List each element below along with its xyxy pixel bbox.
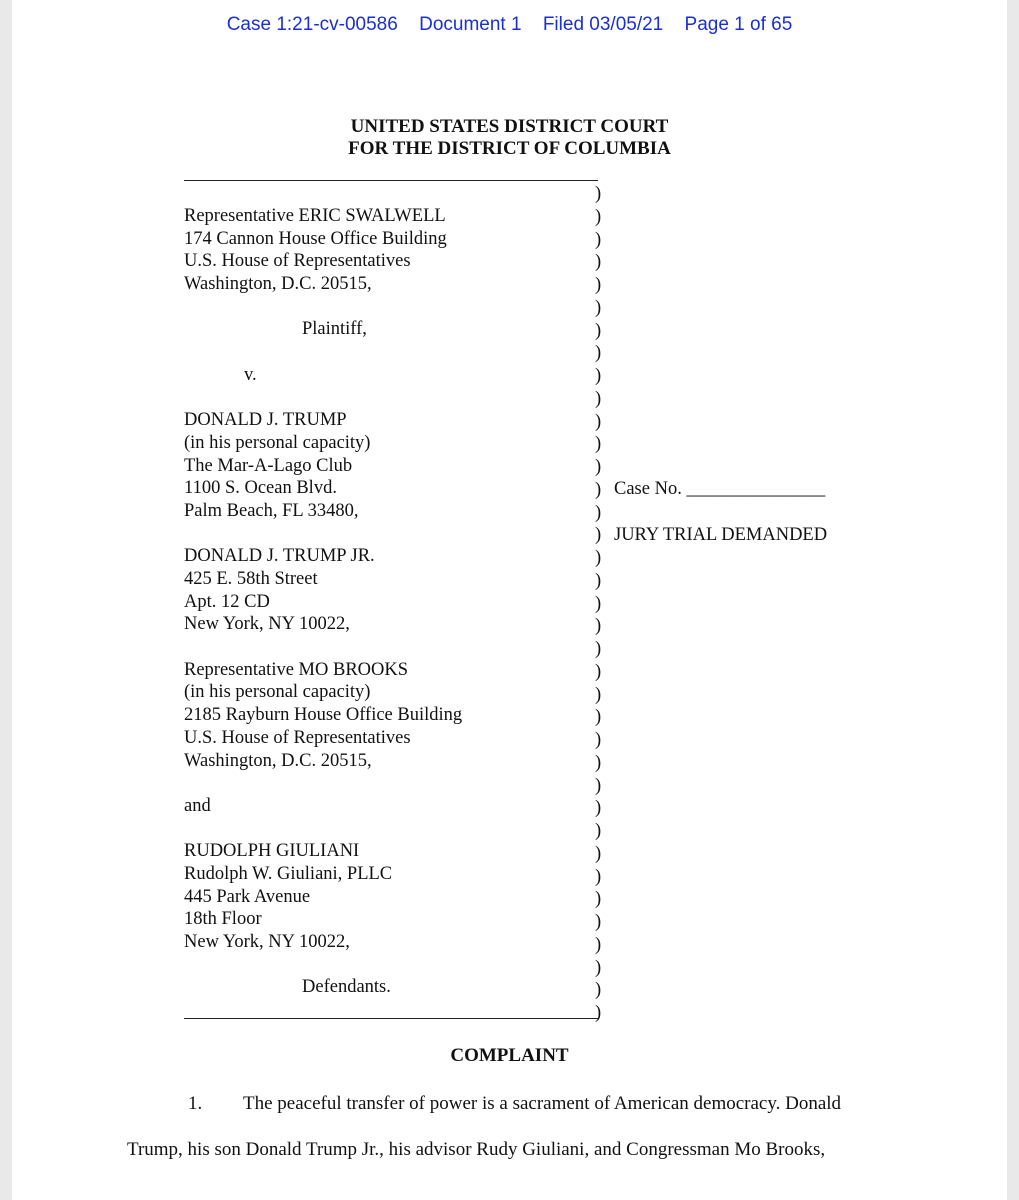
case-caption-parties: [184, 205, 462, 999]
complaint-heading: COMPLAINT: [450, 1045, 569, 1066]
caption-line: [184, 296, 462, 319]
caption-paren: ): [595, 366, 602, 386]
paragraph-line-1: The peaceful transfer of power is a sacrament of American democracy. Donald: [243, 1093, 842, 1114]
caption-line: 445 Park Avenue: [184, 886, 311, 907]
caption-line: Palm Beach, FL 33480,: [184, 500, 359, 521]
court-name: UNITED STATES DISTRICT COURT: [350, 116, 669, 137]
caption-paren: ): [595, 980, 602, 1001]
caption-paren: ): [595, 570, 602, 591]
caption-paren: ): [595, 502, 602, 523]
caption-paren: ): [595, 479, 602, 500]
caption-line: New York, NY 10022,: [184, 932, 350, 952]
paragraph-line-2: Trump, his son Donald Trump Jr., his advisor Rudy Giuliani, and Congressman Mo Brooks,: [127, 1139, 826, 1160]
caption-paren: ): [595, 252, 602, 273]
caption-line: [184, 341, 462, 364]
caption-line: 174 Cannon House Office Building: [184, 228, 447, 249]
caption-line: DONALD J. TRUMP: [184, 410, 347, 431]
caption-line: [184, 818, 462, 841]
caption-paren: ): [595, 184, 602, 204]
caption-paren-column: [595, 183, 601, 1025]
caption-paren: ): [595, 548, 602, 568]
caption-paren: ): [595, 889, 602, 910]
court-heading: [12, 116, 1007, 160]
caption-line: [184, 523, 462, 546]
caption-line: (in his personal capacity): [184, 682, 371, 703]
caption-line: New York, NY 10022,: [184, 614, 350, 635]
caption-line: Plaintiff,: [302, 319, 367, 340]
caption-line: v.: [244, 364, 257, 385]
case-number: Case 1:21-cv-00586: [226, 14, 398, 35]
caption-line: The Mar-A-Lago Club: [184, 455, 353, 476]
paragraph-number: 1.: [188, 1093, 203, 1114]
caption-paren: ): [595, 684, 602, 705]
caption-line: Apt. 12 CD: [184, 591, 270, 612]
caption-paren: ): [595, 593, 602, 614]
caption-paren: ): [595, 912, 602, 932]
caption-line: and: [184, 795, 211, 816]
caption-line: [184, 387, 462, 410]
caption-paren: ): [595, 661, 602, 682]
caption-paren: ): [595, 707, 602, 728]
caption-line: [184, 772, 462, 795]
caption-line: [184, 954, 462, 977]
caption-line: Washington, D.C. 20515,: [184, 274, 372, 295]
caption-line: 1100 S. Ocean Blvd.: [184, 478, 337, 499]
caption-bottom-rule: [184, 1018, 598, 1019]
caption-paren: ): [595, 730, 602, 750]
caption-paren: ): [595, 320, 602, 341]
caption-paren: ): [595, 275, 602, 295]
caption-line: U.S. House of Representatives: [184, 251, 411, 272]
caption-line: 18th Floor: [184, 909, 262, 930]
caption-paren: ): [595, 297, 602, 318]
caption-paren: ): [595, 752, 602, 773]
caption-paren: ): [595, 775, 602, 796]
caption-paren: ): [595, 866, 602, 887]
caption-line: RUDOLPH GIULIANI: [184, 841, 360, 862]
caption-paren: ): [595, 1003, 602, 1023]
court-district: FOR THE DISTRICT OF COLUMBIA: [348, 138, 671, 159]
caption-paren: ): [595, 525, 602, 546]
caption-paren: ): [595, 798, 602, 819]
caption-line: Rudolph W. Giuliani, PLLC: [184, 863, 393, 884]
caption-line: [184, 636, 462, 659]
caption-paren: ): [595, 457, 602, 477]
caption-paren: ): [595, 206, 602, 227]
caption-paren: ): [595, 229, 602, 250]
page-indicator: Page 1 of 65: [684, 14, 793, 35]
caption-paren: ): [595, 411, 602, 432]
caption-line: Representative ERIC SWALWELL: [184, 206, 446, 226]
caption-paren: ): [595, 343, 602, 364]
caption-line: 425 E. 58th Street: [184, 569, 318, 589]
caption-line: 2185 Rayburn House Office Building: [184, 705, 463, 726]
caption-line: Representative MO BROOKS: [184, 659, 409, 680]
ecf-header-banner: [12, 14, 1007, 36]
caption-line: DONALD J. TRUMP JR.: [184, 546, 375, 567]
caption-paren: ): [595, 434, 602, 455]
caption-paren: ): [595, 934, 602, 955]
document-page: [12, 0, 1007, 1200]
caption-paren: ): [595, 388, 602, 409]
caption-line: (in his personal capacity): [184, 432, 371, 453]
caption-line: U.S. House of Representatives: [184, 727, 411, 748]
case-number-field: Case No. _______________: [614, 479, 826, 499]
jury-demand: JURY TRIAL DEMANDED: [614, 525, 828, 545]
caption-line: Washington, D.C. 20515,: [184, 750, 372, 771]
filed-date: Filed 03/05/21: [542, 14, 664, 35]
caption-paren: ): [595, 639, 602, 659]
document-number: Document 1: [419, 14, 522, 35]
caption-top-rule: [184, 180, 598, 181]
caption-paren: ): [595, 821, 602, 841]
caption-paren: ): [595, 843, 602, 864]
caption-paren: ): [595, 957, 602, 978]
caption-line: Defendants.: [302, 977, 391, 998]
caption-paren: ): [595, 616, 602, 637]
